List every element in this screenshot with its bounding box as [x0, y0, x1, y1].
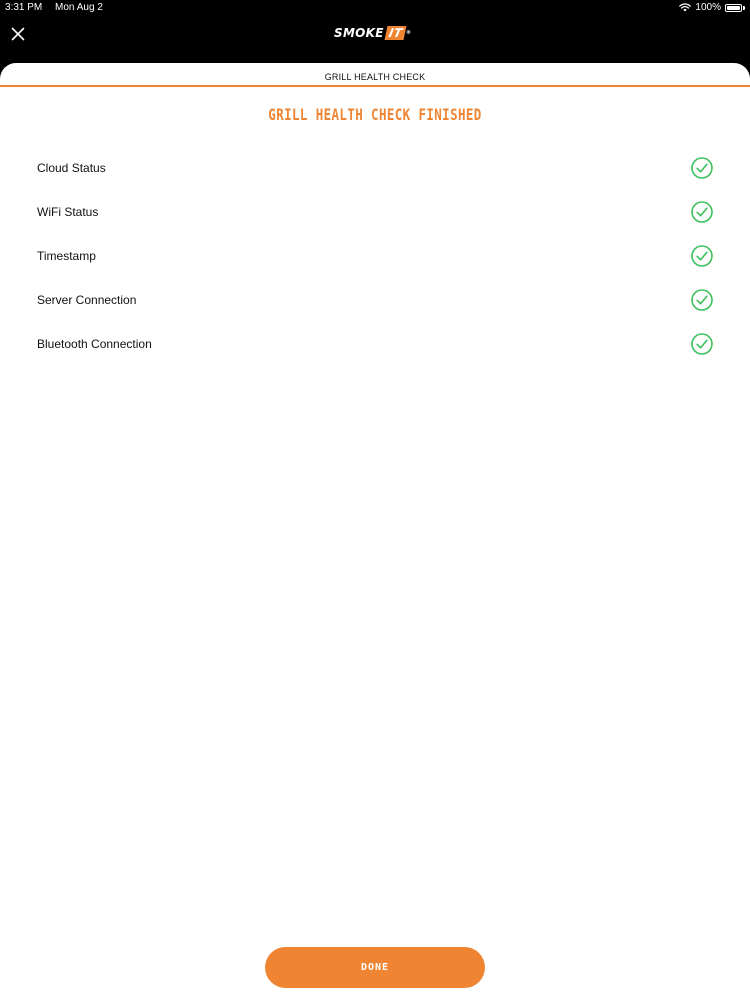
health-check-sheet: [0, 63, 750, 1000]
battery-tip: [743, 6, 745, 10]
check-label-cloud-status: Cloud Status: [37, 161, 106, 175]
page-title: GRILL HEALTH CHECK FINISHED: [268, 105, 482, 124]
smoke-it-logo: [334, 26, 411, 40]
battery-icon: [725, 4, 742, 12]
status-left: [5, 2, 113, 13]
status-right: [679, 2, 745, 13]
list-item: [0, 278, 750, 322]
battery-percent: 100%: [695, 2, 721, 13]
list-item: [0, 190, 750, 234]
close-button[interactable]: [6, 22, 30, 46]
status-time: 3:31 PM: [5, 2, 43, 13]
battery-fill: [727, 6, 740, 10]
list-item: [0, 322, 750, 366]
check-circle-icon: [690, 200, 714, 224]
check-label-server-connection: Server Connection: [37, 293, 137, 307]
trademark-icon: ®: [406, 30, 412, 36]
check-circle-icon: [690, 244, 714, 268]
list-item: [0, 234, 750, 278]
sheet-divider: [0, 85, 750, 87]
close-icon: [11, 27, 25, 41]
sheet-title: GRILL HEALTH CHECK: [324, 72, 426, 82]
list-item: [0, 146, 750, 190]
status-date: Mon Aug 2: [55, 2, 103, 13]
check-circle-icon: [690, 288, 714, 312]
check-circle-icon: [690, 332, 714, 356]
status-bar: [0, 0, 750, 16]
logo-accent: IT: [384, 26, 406, 40]
check-list: [0, 146, 750, 366]
done-button[interactable]: DONE: [265, 947, 485, 988]
check-circle-icon: [690, 156, 714, 180]
wifi-icon: [679, 3, 691, 12]
check-label-timestamp: Timestamp: [37, 249, 96, 263]
logo-text: SMOKE: [334, 26, 384, 40]
header: [0, 16, 750, 64]
check-label-bluetooth-connection: Bluetooth Connection: [37, 337, 152, 351]
check-label-wifi-status: WiFi Status: [37, 205, 99, 219]
